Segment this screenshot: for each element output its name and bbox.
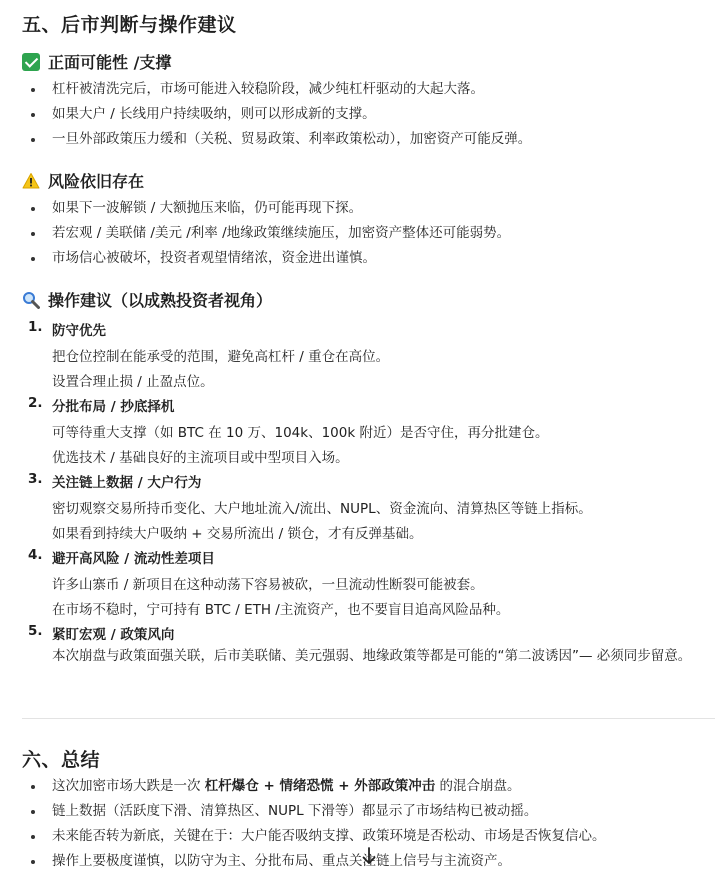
step-line: 可等待重大支撑（如 BTC 在 10 万、104k、100k 附近）是否守住，再分批建仓。 [52, 425, 549, 441]
step-title: 防守优先 [52, 323, 106, 339]
step-number: 5. [28, 623, 43, 639]
summary-text: 这次加密市场大跌是一次 [52, 778, 205, 794]
list-item: 如果下一波解锁 / 大额抛压来临，仍可能再现下探。 [22, 196, 712, 221]
search-icon [22, 291, 40, 309]
list-item: 市场信心被破坏，投资者观望情绪浓，资金进出谨慎。 [22, 246, 712, 271]
step-line: 密切观察交易所持币变化、大户地址流入/流出、NUPL、资金流向、清算热区等链上指标。 [52, 501, 592, 517]
list-item: 如果大户 / 长线用户持续吸纳，则可以形成新的支撑。 [22, 102, 712, 127]
summary-text: 的混合崩盘。 [435, 778, 521, 794]
step-line: 许多山寨币 / 新项目在这种动荡下容易被砍，一旦流动性断裂可能被套。 [52, 577, 484, 593]
summary-bold: 杠杆爆仓 [204, 778, 259, 794]
risk-list [22, 196, 712, 271]
list-item: 一旦外部政策压力缓和（关税、贸易政策、利率政策松动），加密资产可能反弹。 [22, 127, 712, 152]
risk-title: 风险依旧存在 [48, 172, 145, 191]
step-line: 在市场不稳时，宁可持有 BTC / ETH /主流资产，也不要盲目追高风险品种。 [52, 602, 510, 618]
step-number: 4. [28, 547, 43, 563]
step-line: 优选技术 / 基础良好的主流项目或中型项目入场。 [52, 450, 349, 466]
step-line: 本次崩盘与政策面强关联，后市美联储、美元强弱、地缘政策等都是可能的“第二波诱因”— 必须同步留意。 [52, 648, 692, 664]
risk-heading [22, 169, 144, 192]
advice-heading [22, 288, 272, 311]
step-title: 紧盯宏观 / 政策风向 [52, 627, 175, 643]
positive-title: 正面可能性 /支撑 [48, 53, 172, 72]
step-line: 把仓位控制在能承受的范围，避免高杠杆 / 重仓在高位。 [52, 349, 390, 365]
list-item [22, 774, 712, 799]
step-title: 避开高风险 / 流动性差项目 [52, 551, 215, 567]
scroll-down-icon[interactable] [361, 846, 377, 866]
summary-bold: 外部政策冲击 [354, 778, 436, 794]
list-item: 链上数据（活跃度下滑、清算热区、NUPL 下滑等）都显示了市场结构已被动摇。 [22, 799, 712, 824]
summary-plus: + [333, 778, 355, 794]
list-item: 杠杆被清洗完后，市场可能进入较稳阶段，减少纯杠杆驱动的大起大落。 [22, 77, 712, 102]
step-number: 1. [28, 319, 43, 335]
list-item: 操作上要极度谨慎，以防守为主、分批布局、重点关注链上信号与主流资产。 [22, 849, 712, 874]
positive-heading [22, 50, 171, 73]
list-item: 若宏观 / 美联储 /美元 /利率 /地缘政策继续施压，加密资产整体还可能弱势。 [22, 221, 712, 246]
summary-plus: + [258, 778, 280, 794]
step-number: 2. [28, 395, 43, 411]
check-icon [22, 53, 40, 71]
section-divider [22, 718, 715, 719]
section6-title: 六、总结 [22, 749, 101, 771]
step-line: 设置合理止损 / 止盈点位。 [52, 374, 214, 390]
step-line: 如果看到持续大户吸纳 + 交易所流出 / 锁仓，才有反弹基础。 [52, 526, 423, 542]
summary-bold: 情绪恐慌 [279, 778, 334, 794]
step-title: 分批布局 / 抄底择机 [52, 399, 175, 415]
list-item: 未来能否转为新底，关键在于：大户能否吸纳支撑、政策环境是否松动、市场是否恢复信心。 [22, 824, 712, 849]
step-number: 3. [28, 471, 43, 487]
warning-icon [22, 172, 40, 190]
advice-title: 操作建议（以成熟投资者视角） [48, 291, 273, 310]
step-title: 关注链上数据 / 大户行为 [52, 475, 202, 491]
positive-list [22, 77, 712, 152]
section5-title: 五、后市判断与操作建议 [22, 14, 237, 36]
